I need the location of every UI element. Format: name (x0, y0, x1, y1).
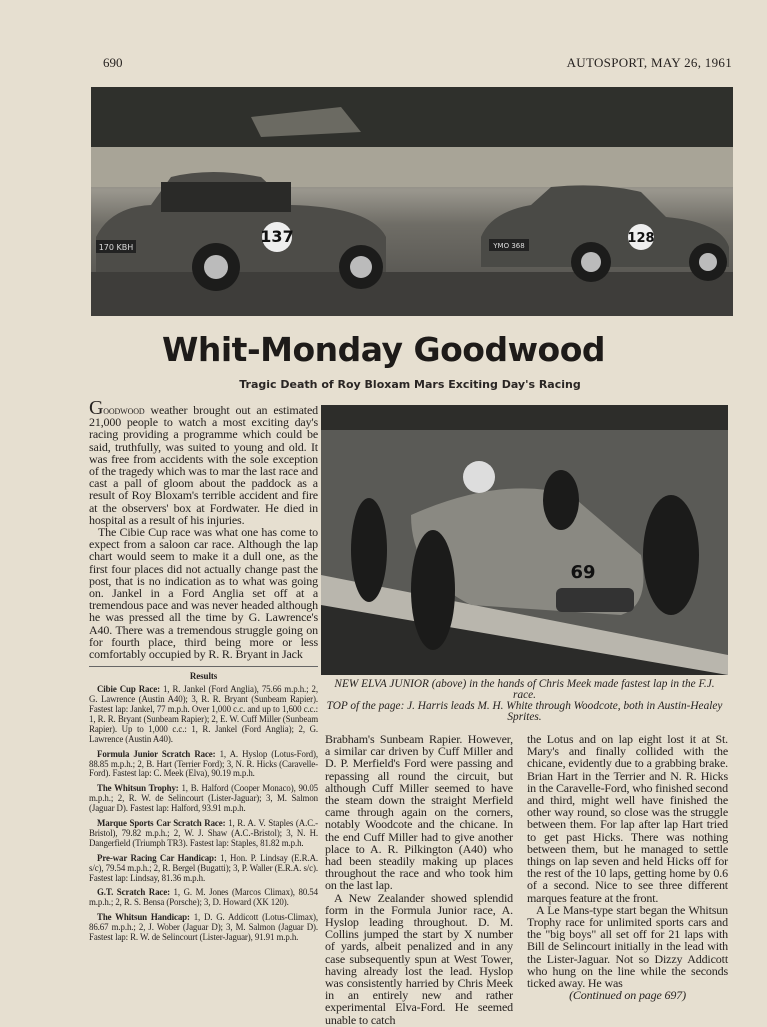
plate-1: 170 KBH (98, 243, 134, 252)
race-name: Cibie Cup Race: (97, 684, 160, 695)
race-number-69: 69 (570, 562, 596, 583)
result-entry (89, 784, 318, 814)
paragraph: The Cibie Cup race was what one has come to expect from a saloon car race. Although the lap chart would seem to make it a dull one, as the first four places did not actually change past the post, that is no indication as to what was going on. Jankel in a Ford Anglia set off at a tremendous pace and was never headed although he was pressed all the time by G. Lawrence's A40. There was a tremendous struggle going on for fourth place, third being more or less comfortably occupied by R. R. Bryant in Jack (89, 525, 318, 662)
page-number: 690 (103, 55, 123, 70)
paragraph: the Lotus and on lap eight lost it at St. Mary's and finally collided with the chicane, evidently due to a grabbing brake. Brian Hart in the Terrier and N. R. Hicks in the Caravelle-Ford, who finished second and third, might well have finished the other way round, so close was the struggle between them. For lap after lap Hart tried to get past Hicks. There was nothing between them, but he managed to settle things on lap seven and held Hicks off for the rest of the 10 laps, getting home by 0.6 of a second. Nice to see three different marques feature at the front. (527, 732, 728, 905)
magazine-header: AUTOSPORT, MAY 26, 1961 (566, 55, 732, 70)
paragraph: A New Zealander showed splendid form in the Formula Junior race, A. Hyslop leading throughout. D. M. Collins jumped the start by X number of yards, albeit penalized and in any case subsequently spun at West Tower, having already lost the lead. Hyslop was consistently harried by Chris Meek in an entirely new and rather experimental Elva-Ford. He seemed unable to catch (325, 890, 513, 1027)
race-number-128: 128 (627, 231, 655, 246)
photo-sprites-woodcote (91, 87, 733, 316)
photo-elva-junior (321, 405, 728, 675)
race-name: Marque Sports Car Scratch Race: (97, 818, 226, 829)
paragraph: weather brought out an estimated 21,000 people to watch a most exciting day's racing providing a programme which could be said, truthfully, was suited to young and old. It was free from accidents with the sole exception of the tragedy which was to mar the last race and cast a pall of gloom about the paddock as a result of Roy Bloxam's terrible accident and fire at the observers' box at Fordwater. He died in hospital as a result of his injuries. (89, 403, 318, 527)
race-name: Formula Junior Scratch Race: (97, 748, 216, 759)
race-result: 1, G. M. Jones (Marcos Climax), 80.54 m.p.h.; 2, R. S. Bensa (Porsche); 3, D. Howard (XK 120). (89, 887, 318, 908)
race-result: 1, A. Hyslop (Lotus-Ford), 88.85 m.p.h.; 2, B. Hart (Terrier Ford); 3, N. R. Hicks (Caravelle-Ford). Fastest lap: C. Meek (Elva), 90.19 m.p.h. (89, 748, 318, 779)
race-name: The Whitsun Trophy: (97, 783, 179, 794)
result-entry (89, 819, 318, 849)
race-name: Pre-war Racing Car Handicap: (97, 852, 217, 863)
drop-cap: G (89, 397, 104, 419)
race-result: 1, Hon. P. Lindsay (E.R.A. s/c), 79.54 m.p.h.; 2, R. Bergel (Bugatti); 3, P. Waller (E.R.A. s/c). Fastest lap: Lindsay, 81.36 m.p.h. (89, 852, 318, 883)
right-column (527, 733, 728, 1026)
race-result: 1, R. Jankel (Ford Anglia), 75.66 m.p.h.; 2, G. Lawrence (Austin A40); 3, R. R. Bryant (Sunbeam Rapier). Fastest lap: Jankel, 77 m.p.h. Over 1,000 c.c. and up to 1,600 c.c.: 1, R. R. Bryant (Sunbeam Rapier); 2, E. W. Cuff Miller (Sunbeam Rapier). Up to 1,000 c.c.: 1, R. Jankel (Ford Anglia); 2, G. Lawrence (Austin A40). (89, 684, 318, 744)
results-box (89, 672, 318, 943)
result-entry (89, 685, 318, 744)
race-name: G.T. Scratch Race: (97, 887, 170, 898)
paragraph: Brabham's Sunbeam Rapier. However, a similar car driven by Cuff Miller and D. P. Merfield's Ford were passing and repassing all round the circuit, but although Cuff Miller seemed to have the steam down the straight Merfield came through again on the corners, notably Woodcote and the chicane. In the end Cuff Miller had to give another place to A. R. Pilkington (A40) who had been steadily making up places throughout the race and who took him on the last lap. (325, 732, 513, 893)
race-number-137: 137 (260, 227, 294, 246)
intro-column (89, 397, 318, 662)
race-result: 1, B. Halford (Cooper Monaco), 90.05 m.p.h.; 2, R. W. de Selincourt (Lister-Jaguar); 3, M. Salmon (Jaguar D). Fastest lap: Halford, 93.91 m.p.h. (89, 783, 318, 814)
result-entry (89, 750, 318, 780)
race-result: 1, D. G. Addicott (Lotus-Climax), 86.67 m.p.h.; 2, J. Wober (Jaguar D); 3, M. Salmon (Jaguar D). Fastest lap: R. W. de Selincourt (Lister-Jaguar), 91.91 m.p.h. (89, 912, 319, 943)
left-column (89, 397, 319, 948)
plate-2: YMO 368 (493, 242, 525, 250)
middle-column (325, 733, 513, 1026)
right-block (321, 679, 728, 1026)
divider (89, 666, 318, 667)
lead-words: oodwood (103, 403, 145, 417)
paragraph: A Le Mans-type start began the Whitsun Trophy race for unlimited sports cars and the "big boys" all set off for 21 laps with Bill de Selincourt initially in the lead with the Lister-Jaguar. Not so Dizzy Addicott who hung on the line while the seconds ticked away. He was (527, 902, 728, 991)
caption-line-2: TOP of the page: J. Harris leads M. H. White through Woodcote, both in Austin-Healey Sprites. (326, 700, 723, 723)
race-result: 1, R. A. V. Staples (A.C.-Bristol), 79.82 m.p.h.; 2, W. J. Shaw (A.C.-Bristol); 3, N. H. Dangerfield (Triumph TR3). Fastest lap: Staples, 81.82 m.p.h. (89, 818, 318, 848)
article-title: Whit-Monday Goodwood (161, 330, 606, 369)
result-entry (89, 913, 318, 943)
result-entry (89, 888, 318, 908)
caption-line-1: NEW ELVA JUNIOR (above) in the hands of Chris Meek made fastest lap in the F.J. race. (334, 678, 715, 701)
article-subtitle: Tragic Death of Roy Bloxam Mars Exciting Day's Racing (239, 378, 581, 391)
continued-note: (Continued on page 697) (569, 988, 686, 1003)
race-name: The Whitsun Handicap: (97, 912, 190, 923)
result-entry (89, 854, 318, 884)
photo-caption (321, 679, 728, 723)
results-heading: Results (189, 671, 218, 682)
